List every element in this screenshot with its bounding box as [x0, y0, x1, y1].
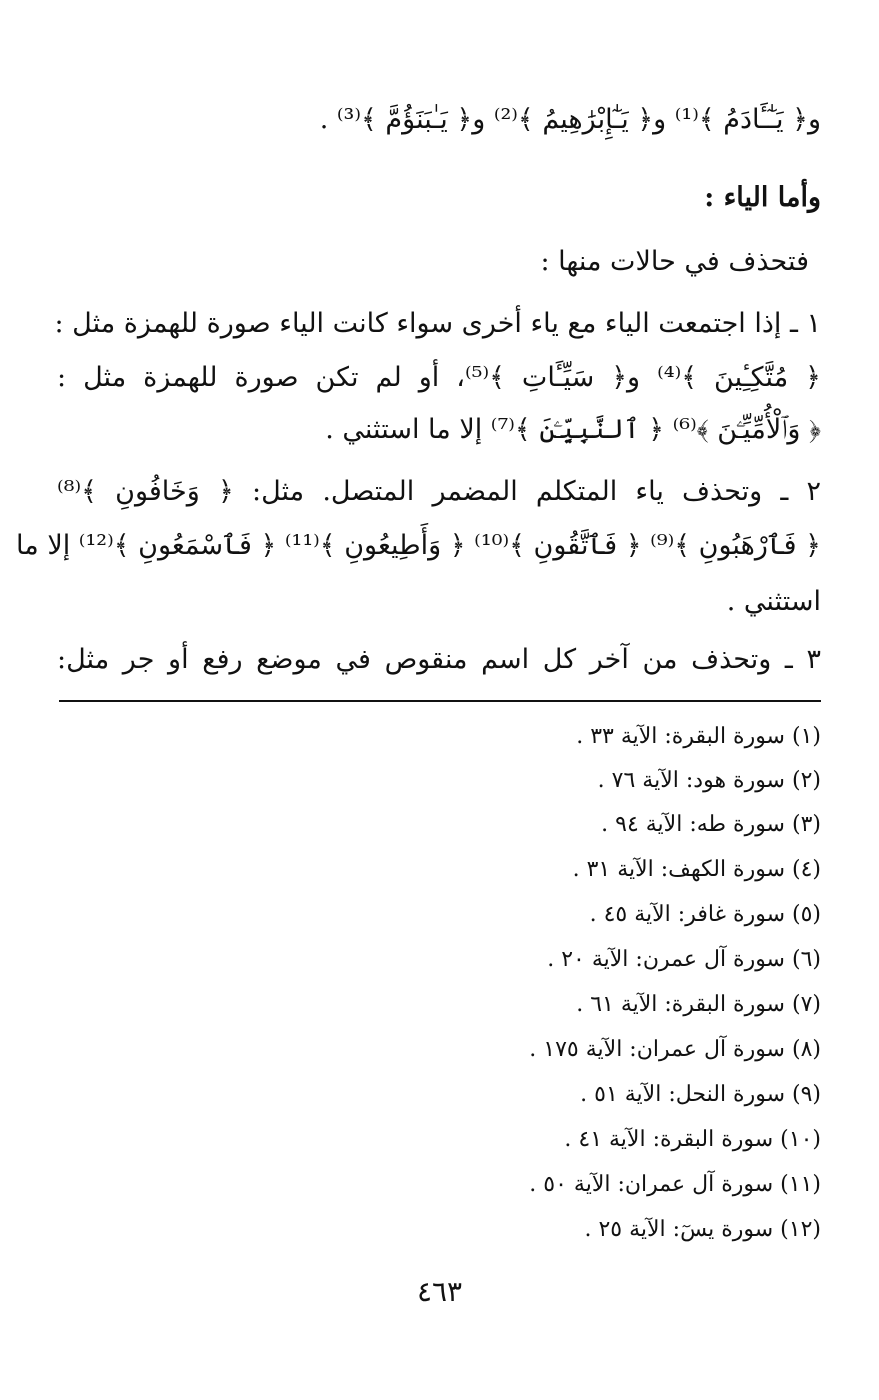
footnote-6: (٦) سورة آل عمرن: الآية ٢٠ . — [547, 947, 821, 972]
footnote-9: (٩) سورة النحل: الآية ٥١ . — [580, 1082, 821, 1107]
rule-2-line-1: ٢ ـ وتحذف ياء المتكلم المضمر المتصل. مثل: ﴿ وَخَافُونِ ﴾⁽⁸⁾ — [57, 476, 821, 507]
rule-2-line-2: ﴿ فَٱرْهَبُونِ ﴾⁽⁹⁾ ﴿ فَٱتَّقُونِ ﴾⁽¹⁰⁾ ﴿ وَأَطِيعُونِ ﴾⁽¹¹⁾ ﴿ فَٱسْمَعُونِ ﴾⁽¹²⁾ إلا ما — [16, 530, 821, 561]
section-heading: وأما الياء : — [704, 182, 821, 213]
page-number: ٤٦٣ — [416, 1275, 463, 1308]
intro-line: فتحذف في حالات منها : — [540, 246, 809, 277]
rule-3-line-1: ٣ ـ وتحذف من آخر كل اسم منقوص في موضع رفع أو جر مثل: — [57, 644, 821, 675]
footnote-8: (٨) سورة آل عمران: الآية ١٧٥ . — [529, 1037, 821, 1062]
footnote-divider — [59, 700, 821, 702]
footnote-12: (١٢) سورة يسٓ: الآية ٢٥ . — [584, 1217, 821, 1242]
footnote-10: (١٠) سورة البقرة: الآية ٤١ . — [564, 1127, 821, 1152]
rule-2-line-3: استثني . — [726, 586, 821, 617]
footnote-2: (٢) سورة هود: الآية ٧٦ . — [597, 768, 821, 793]
footnote-4: (٤) سورة الكهف: الآية ٣١ . — [572, 857, 821, 882]
rule-1-line-2: ﴿ مُتَّكِـِٔينَ ﴾⁽⁴⁾ و﴿ سَيِّـَٔاتِ ﴾⁽⁵⁾، أو لم تكن صورة للهمزة مثل : — [57, 362, 821, 393]
rule-1-line-3: ﴿ وَٱلْأُمِّيِّـۧنَ ﴾⁽⁶⁾ ﴿ ٱلنَّبِيِّـۧنَ ﴾⁽⁷⁾ إلا ما استثني . — [325, 414, 821, 445]
rule-1-line-1: ١ ـ إذا اجتمعت الياء مع ياء أخرى سواء كانت الياء صورة للهمزة مثل : — [54, 308, 821, 339]
footnote-3: (٣) سورة طه: الآية ٩٤ . — [601, 812, 821, 837]
footnote-11: (١١) سورة آل عمران: الآية ٥٠ . — [529, 1172, 821, 1197]
footnote-1: (١) سورة البقرة: الآية ٣٣ . — [576, 724, 821, 749]
footnote-5: (٥) سورة غافر: الآية ٤٥ . — [589, 902, 821, 927]
footnote-7: (٧) سورة البقرة: الآية ٦١ . — [576, 992, 821, 1017]
quran-line-1: و﴿ يَـٰٓـَٔادَمُ ﴾⁽¹⁾ و﴿ يَـٰٓإِبْرَٰهِيمُ ﴾⁽²⁾ و﴿ يَـٰبَنَؤُمَّ ﴾⁽³⁾ . — [319, 104, 821, 135]
